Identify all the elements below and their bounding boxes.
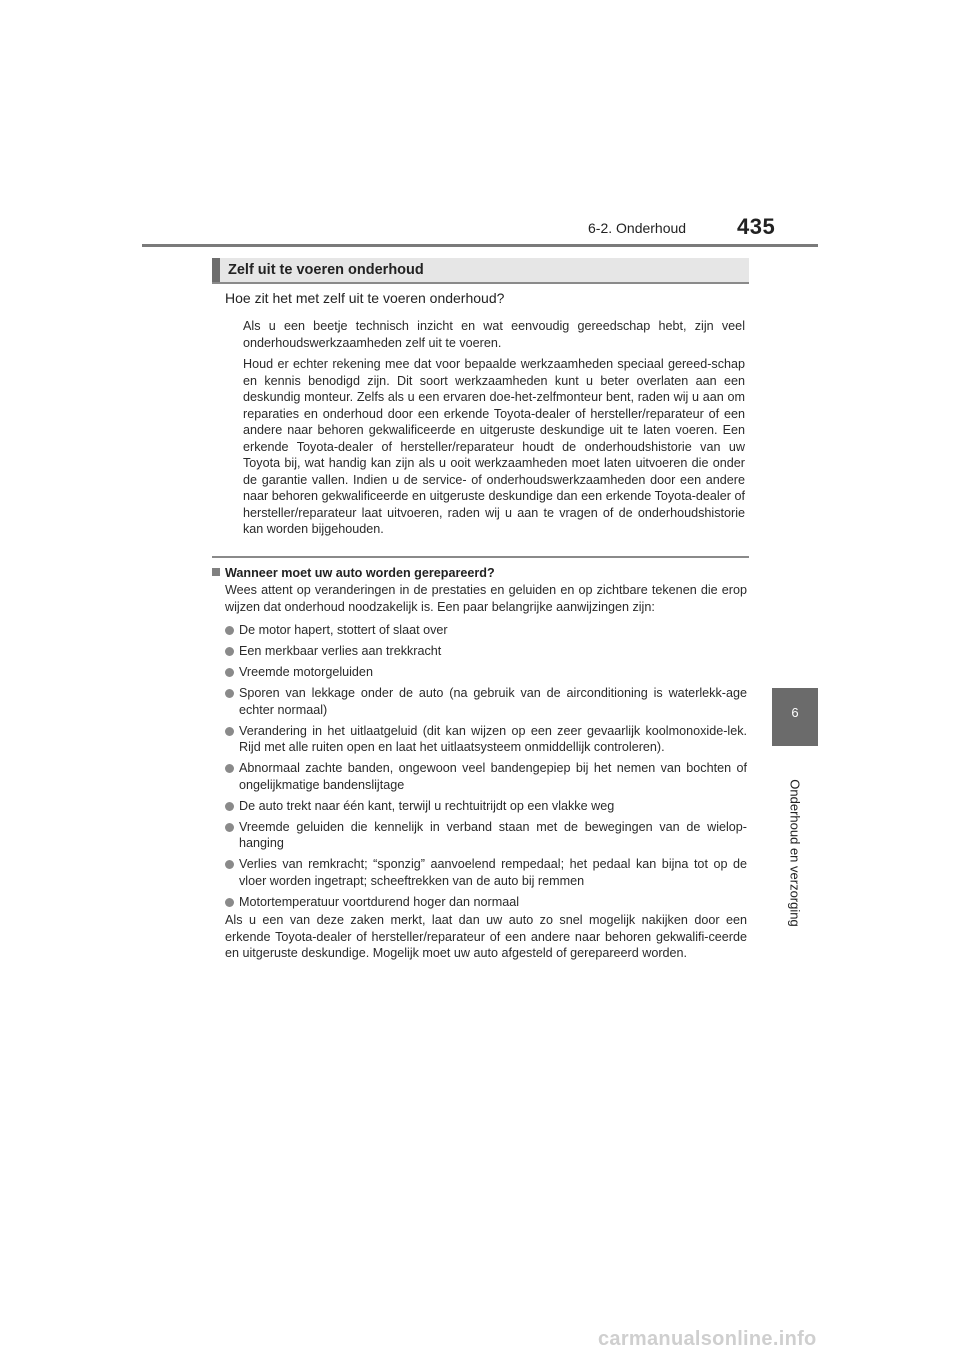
intro-question: Hoe zit het met zelf uit te voeren onderhoud?: [225, 290, 505, 306]
list-item: Vreemde geluiden die kennelijk in verband staan met de bewegingen van de wielop-hanging: [225, 819, 747, 852]
bullet-icon: [225, 668, 234, 677]
paragraph-2: Houd er echter rekening mee dat voor bepaalde werkzaamheden speciaal gereed-schap en kennis benodigd zijn. Dit soort werkzaamheden kunt u beter overlaten aan een deskundig monteur. Zelfs als u een ervaren doe-het-zelfmonteur bent, raden wij u aan om reparaties en onderhoud door een erkende Toyota-dealer of hersteller/reparateur of een andere naar behoren gekwalificeerde en uitgeruste deskundige uit te laten voeren. Een erkende Toyota-dealer of hersteller/reparateur houdt de onderhoudshistorie van uw Toyota bij, wat handig kan zijn als u ooit werkzaamheden moet laten uitvoeren die onder de garantie vallen. Indien u de service- of onderhoudswerkzaamheden door een andere naar behoren gekwalificeerde en uitgeruste deskundige dan een erkende Toyota-dealer of hersteller/reparateur laat uitvoeren, raden wij u aan te vragen of de onderhoudshistorie kan worden bijgehouden.: [243, 357, 745, 536]
bullet-icon: [225, 764, 234, 773]
box-heading: [212, 258, 749, 284]
list-item: Sporen van lekkage onder de auto (na gebruik van de airconditioning is waterlekk-age echter normaal): [225, 685, 747, 718]
list-item: Motortemperatuur voortdurend hoger dan normaal: [225, 894, 747, 911]
square-bullet-icon: [212, 568, 220, 576]
repair-heading: [212, 566, 495, 580]
list-item: Vreemde motorgeluiden: [225, 664, 747, 681]
chapter-label: Onderhoud en verzorging: [787, 779, 803, 927]
repair-lead: Wees attent op veranderingen in de prestaties en geluiden en op zichtbare tekenen die erop wijzen dat onderhoud noodzakelijk is. Een paar belangrijke aanwijzingen zijn:: [225, 583, 747, 614]
list-item: Verandering in het uitlaatgeluid (dit kan wijzen op een zeer gevaarlijk koolmonoxide-lek. Rijd met alle ruiten open en laat het uitlaatsysteem onmiddellijk controleren).: [225, 723, 747, 756]
box-heading-text: Zelf uit te voeren onderhoud: [228, 262, 424, 278]
bullet-icon: [225, 860, 234, 869]
closing-paragraph: Als u een van deze zaken merkt, laat dan uw auto zo snel mogelijk nakijken door een erkende Toyota-dealer of hersteller/reparateur of een andere naar behoren gekwalifi-ceerde en uitgeruste deskundige. Mogelijk moet uw auto afgesteld of gerepareerd worden.: [225, 913, 747, 960]
bullet-icon: [225, 802, 234, 811]
list-item: De auto trekt naar één kant, terwijl u rechtuitrijdt op een vlakke weg: [225, 798, 747, 815]
chapter-tab-label-area: [772, 746, 818, 960]
bullet-icon: [225, 689, 234, 698]
sign-list: [225, 622, 747, 915]
list-item: Een merkbaar verlies aan trekkracht: [225, 643, 747, 660]
header-rule: [142, 244, 818, 247]
bullet-icon: [225, 898, 234, 907]
paragraph-1: Als u een beetje technisch inzicht en wat eenvoudig gereedschap hebt, zijn veel onderhoudswerkzaamheden zelf uit te voeren.: [243, 319, 745, 350]
chapter-tab: [772, 688, 818, 746]
page-number: 435: [737, 214, 776, 239]
chapter-number: 6: [791, 705, 799, 720]
watermark[interactable]: carmanualsonline.info: [598, 1328, 817, 1350]
bullet-icon: [225, 823, 234, 832]
bullet-icon: [225, 647, 234, 656]
bullet-icon: [225, 626, 234, 635]
box-divider: [212, 556, 749, 558]
repair-heading-text: Wanneer moet uw auto worden gerepareerd?: [225, 566, 495, 580]
list-item: Abnormaal zachte banden, ongewoon veel bandengepiep bij het nemen van bochten of ongelijkmatige bandenslijtage: [225, 760, 747, 793]
heading-marker-bar: [212, 258, 220, 282]
section-title: 6-2. Onderhoud: [588, 220, 687, 236]
bullet-icon: [225, 727, 234, 736]
list-item: De motor hapert, stottert of slaat over: [225, 622, 747, 639]
list-item: Verlies van remkracht; “sponzig” aanvoelend rempedaal; het pedaal kan bijna tot op de vloer worden ingetrapt; scheeftrekken van de auto bij remmen: [225, 856, 747, 889]
